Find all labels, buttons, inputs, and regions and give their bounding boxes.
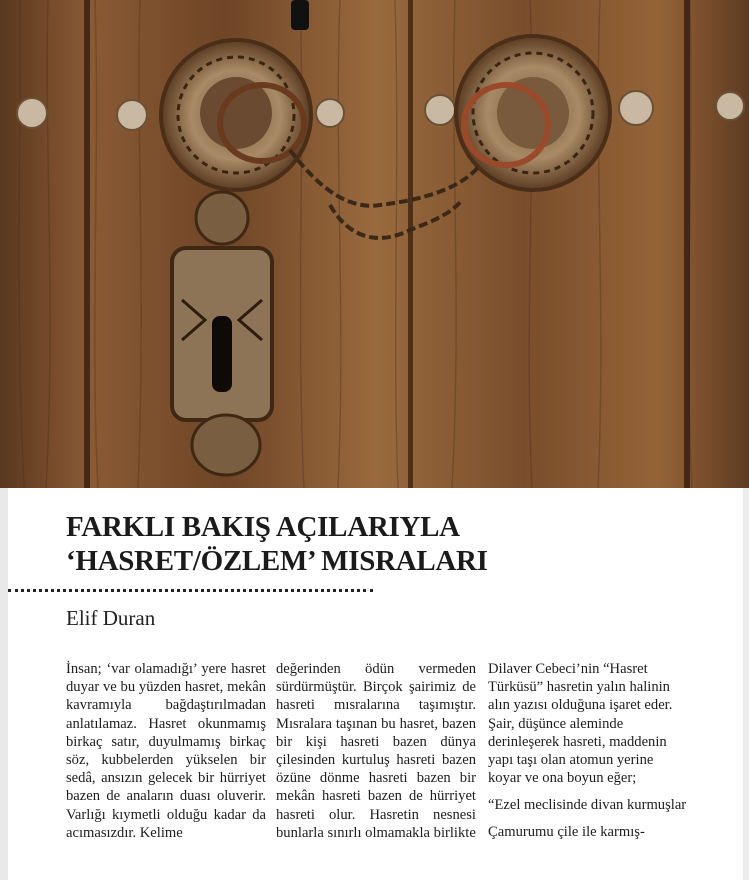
column-3-paragraph: Dilaver Cebeci’nin “Hasret Türküsü” hasretin yalın halinin alın yazısı olduğuna işaret eder. Şair, düşünce aleminde derinleşerek hasreti, maddenin yapı taşı olan atomun yerine koyar ve ona boyun eğer;	[488, 661, 673, 787]
text-column-2	[276, 660, 476, 842]
article-title	[66, 510, 488, 578]
article-title-line-1: FARKLI BAKIŞ AÇILARIYLA	[66, 511, 460, 543]
column-3-quote: “Ezel meclisinde divan kurmuşlar	[488, 797, 687, 814]
page-edge-left	[0, 488, 8, 880]
column-1-paragraph: İnsan; ‘var olamadığı’ yere hasret duyar ve bu yüzden hasret, mekân kavramıyla bağdaştırılmadan anlatılamaz. Hasret okunmamış birkaç satır, duyulmamış birkaç söz, kubbelerden yükselen bir sedâ, ansızın gelecek bir hürriyet bazen de anaların duası oluverir. Varlığı kıymetli olduğu kadar da acımasızdır. Kelime	[66, 661, 266, 841]
article-title-line-2: ‘HASRET/ÖZLEM’ MISRALARI	[66, 545, 488, 577]
dotted-divider	[8, 589, 373, 592]
text-column-1	[66, 660, 266, 842]
column-2-paragraph: değerinden ödün vermeden sürdürmüştür. Birçok şairimiz de hasreti mısralarına taşımıştır. Mısralara taşınan bu hasret, bazen bir kişi hasreti bazen dünya çilesinden kurtuluş hasreti bazen özüne dönme hasreti bazen bir mekân hasreti bazen de hürriyet hasreti olur. Hasretin nesnesi bunlarla sınırlı olmamakla birlikte	[276, 661, 476, 841]
page-edge-right	[743, 488, 749, 880]
article-author: Elif Duran	[66, 606, 156, 630]
column-3-verse: Çamurumu çile ile karmış-	[488, 823, 645, 840]
text-column-3	[488, 660, 688, 841]
